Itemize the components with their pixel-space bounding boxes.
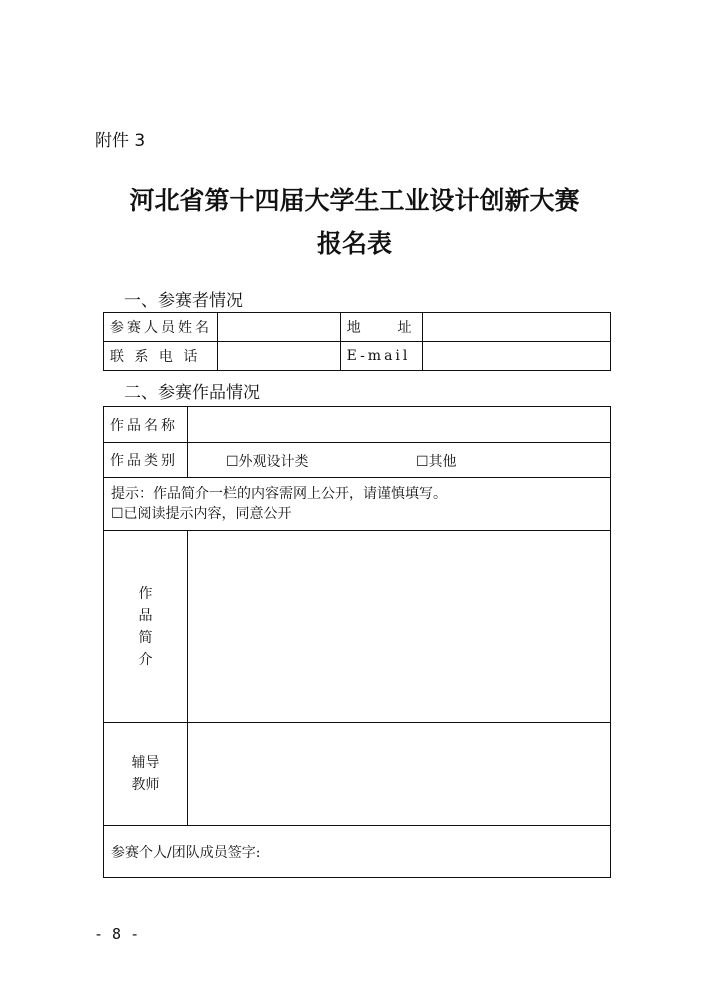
- annex-label: 附件 3: [95, 131, 146, 151]
- table-row: [104, 407, 611, 443]
- notice-text: 提示：作品简介一栏的内容需网上公开，请谨慎填写。: [111, 486, 447, 502]
- signature-cell[interactable]: [104, 826, 611, 878]
- signature-label: 参赛个人/团队成员签字:: [111, 844, 261, 861]
- intro-label-char: 作: [138, 585, 153, 602]
- work-name-field[interactable]: [187, 407, 610, 443]
- intro-label-char: 介: [138, 651, 153, 668]
- section-participant-heading: 一、参赛者情况: [124, 291, 243, 311]
- work-category-options: [187, 443, 610, 478]
- table-row: [104, 531, 611, 723]
- table-row: [104, 826, 611, 878]
- email-label: E-mail: [340, 342, 422, 371]
- notice-cell: [104, 478, 611, 531]
- section-work-heading: 二、参赛作品情况: [124, 383, 260, 403]
- tutor-field[interactable]: [187, 723, 610, 826]
- participant-table: [103, 312, 611, 371]
- tutor-label: [104, 723, 188, 826]
- work-category-label: 作品类别: [104, 443, 188, 478]
- checkbox-other[interactable]: ☐其他: [415, 454, 457, 470]
- name-field[interactable]: [217, 313, 340, 342]
- intro-field[interactable]: [187, 531, 610, 723]
- table-row: [104, 313, 611, 342]
- address-label: 地 址: [340, 313, 422, 342]
- tutor-label-line: 教师: [131, 777, 160, 793]
- table-row: [104, 478, 611, 531]
- table-row: [104, 723, 611, 826]
- checkbox-agree-public[interactable]: ☐已阅读提示内容，同意公开: [111, 506, 292, 522]
- email-field[interactable]: [422, 342, 610, 371]
- address-field[interactable]: [422, 313, 610, 342]
- work-table: [103, 406, 611, 878]
- name-label: 参赛人员姓名: [104, 313, 218, 342]
- table-row: [104, 342, 611, 371]
- work-name-label: 作品名称: [104, 407, 188, 443]
- intro-label-char: 简: [138, 629, 153, 646]
- checkbox-appearance-design[interactable]: ☐外观设计类: [225, 454, 309, 470]
- intro-label-char: 品: [138, 607, 153, 624]
- form-title: 河北省第十四届大学生工业设计创新大赛: [129, 186, 580, 215]
- phone-label: 联 系 电 话: [104, 342, 218, 371]
- form-subtitle: 报名表: [316, 229, 392, 258]
- tutor-label-line: 辅导: [131, 755, 160, 771]
- page-number: - 8 -: [94, 925, 140, 943]
- intro-label: [104, 531, 188, 723]
- table-row: [104, 443, 611, 478]
- phone-field[interactable]: [217, 342, 340, 371]
